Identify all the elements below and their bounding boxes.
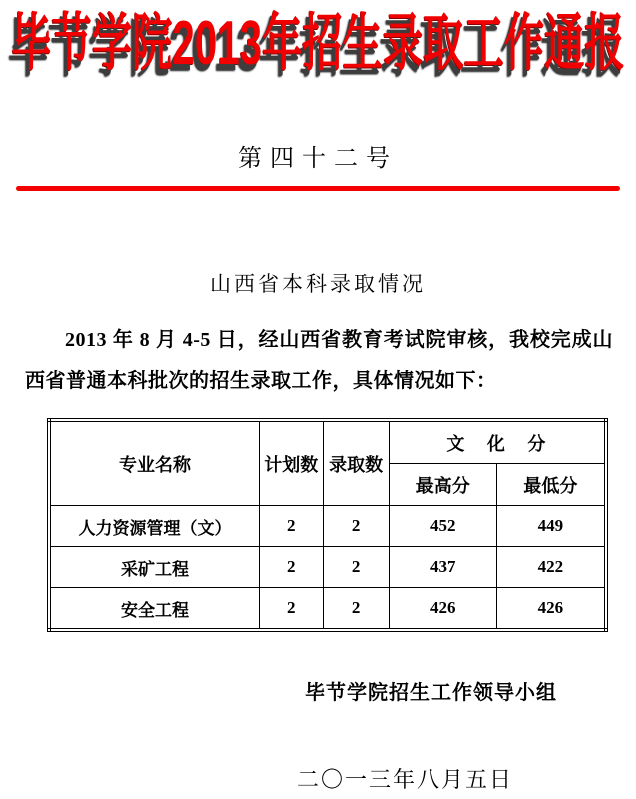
document-date: 二〇一三年八月五日	[296, 767, 513, 792]
cell-plan: 2	[260, 588, 323, 631]
body-paragraph: 2013 年 8 月 4-5 日，经山西省教育考试院审核，我校完成山西省普通本科批次的招生录取工作，具体情况如下：	[25, 329, 613, 392]
cell-highest: 452	[389, 506, 496, 547]
cell-major: 安全工程	[49, 588, 260, 631]
red-divider-rule	[16, 186, 620, 191]
col-header-culture-score: 文 化 分	[389, 420, 606, 464]
col-header-highest: 最高分	[389, 464, 496, 506]
cell-lowest: 449	[496, 506, 606, 547]
admission-score-table-wrap	[47, 418, 608, 632]
issue-number: 第四十二号	[238, 146, 398, 172]
cell-admitted: 2	[323, 506, 389, 547]
signature-line: 毕节学院招生工作领导小组	[305, 682, 557, 704]
col-header-major: 专业名称	[49, 420, 260, 506]
cell-major: 采矿工程	[49, 547, 260, 588]
masthead-banner	[0, 6, 636, 101]
cell-admitted: 2	[323, 588, 389, 631]
col-header-admit-count: 录取数	[323, 420, 389, 506]
cell-plan: 2	[260, 506, 323, 547]
cell-lowest: 422	[496, 547, 606, 588]
admission-score-table	[47, 418, 608, 632]
cell-lowest: 426	[496, 588, 606, 631]
cell-major: 人力资源管理（文）	[49, 506, 260, 547]
cell-admitted: 2	[323, 547, 389, 588]
cell-plan: 2	[260, 547, 323, 588]
masthead-title: 毕节学院2013年招生录取工作通报	[11, 9, 625, 78]
table-row	[49, 547, 606, 588]
cell-highest: 426	[389, 588, 496, 631]
table-row	[49, 588, 606, 631]
table-row	[49, 506, 606, 547]
col-header-lowest: 最低分	[496, 464, 606, 506]
cell-highest: 437	[389, 547, 496, 588]
section-heading: 山西省本科录取情况	[210, 272, 426, 296]
col-header-plan-count: 计划数	[260, 420, 323, 506]
